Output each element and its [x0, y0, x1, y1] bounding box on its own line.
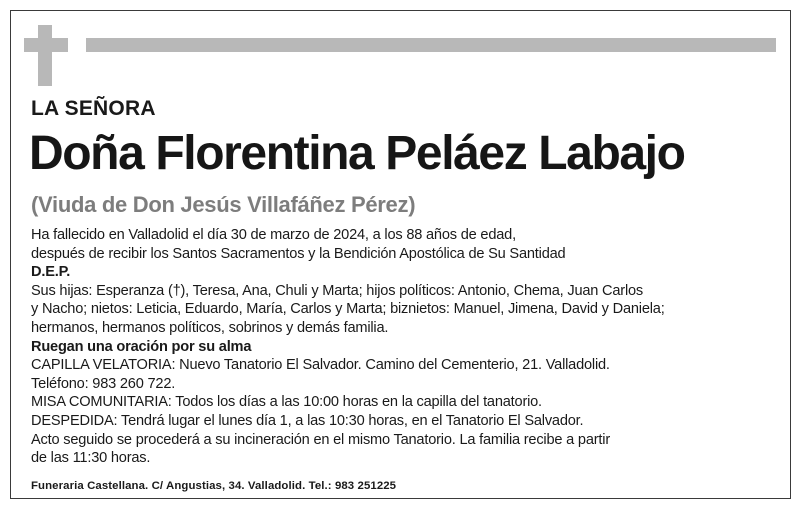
cross-vertical-bar — [38, 25, 52, 86]
funeral-home-footer: Funeraria Castellana. C/ Angustias, 34. Valladolid. Tel.: 983 251225 — [31, 480, 397, 492]
family-line: hermanos, hermanos políticos, sobrinos y demás familia. — [31, 319, 389, 336]
family-line: Sus hijas: Esperanza (†), Teresa, Ana, Chuli y Marta; hijos políticos: Antonio, Chema, Juan Carlos — [31, 282, 644, 299]
chapel-line: CAPILLA VELATORIA: Nuevo Tanatorio El Salvador. Camino del Cementerio, 21. Valladolid. — [31, 357, 610, 374]
body-line: Ha fallecido en Valladolid el día 30 de marzo de 2024, a los 88 años de edad, — [31, 227, 516, 243]
body-line: después de recibir los Santos Sacramentos y la Bendición Apostólica de Su Santidad — [31, 245, 566, 262]
deceased-name: Doña Florentina Peláez Labajo — [29, 127, 685, 180]
cross-horizontal-bar — [24, 38, 68, 52]
prayer-heading: Ruegan una oración por su alma — [31, 338, 252, 355]
family-line: y Nacho; nietos: Leticia, Eduardo, María, Carlos y Marta; biznietos: Manuel, Jimena, David y Daniela; — [31, 301, 665, 318]
farewell-line: DESPEDIDA: Tendrá lugar el lunes día 1, a las 10:30 horas, en el Tanatorio El Salvador. — [31, 412, 584, 429]
phone-line: Teléfono: 983 260 722. — [31, 375, 176, 392]
notice-body — [31, 226, 783, 468]
widow-subtitle: (Viuda de Don Jesús Villafáñez Pérez) — [31, 192, 416, 217]
mass-line: MISA COMUNITARIA: Todos los días a las 10:00 horas en la capilla del tanatorio. — [31, 394, 542, 411]
cremation-line: de las 11:30 horas. — [31, 450, 151, 467]
header-rule — [86, 38, 776, 52]
rip-heading: D.E.P. — [31, 264, 71, 281]
pre-title: LA SEÑORA — [31, 97, 156, 120]
cremation-line: Acto seguido se procederá a su incineración en el mismo Tanatorio. La familia recibe a partir — [31, 431, 610, 448]
